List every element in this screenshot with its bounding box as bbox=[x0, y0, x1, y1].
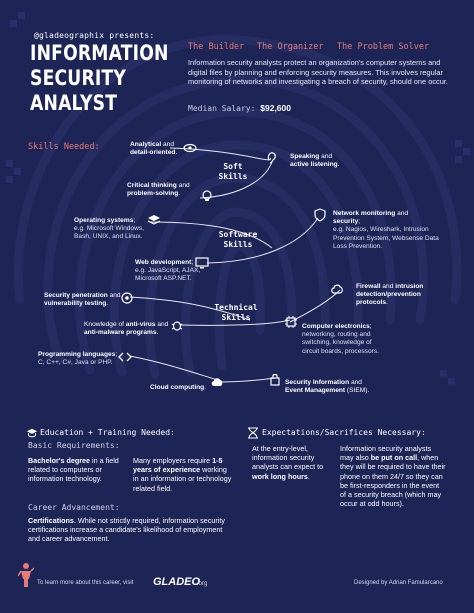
skill-cloud-computing bbox=[150, 384, 210, 392]
title-line: ANALYST bbox=[30, 91, 118, 115]
expectation-text: Information security analysts may also bbox=[340, 444, 432, 463]
skill-text: Knowledge of bbox=[84, 321, 126, 328]
skill-text: and bbox=[319, 153, 333, 160]
skill-text: anti-virus bbox=[125, 321, 156, 328]
skills-heading: Skills Needed: bbox=[28, 142, 100, 152]
skill-text: anti-malware programs bbox=[84, 329, 157, 337]
skill-text: . bbox=[204, 384, 207, 391]
skill-web-development bbox=[135, 259, 215, 284]
skill-text: Security Information bbox=[285, 379, 350, 386]
expectation-long-hours bbox=[252, 444, 332, 481]
skill-text: detail-oriented bbox=[130, 149, 176, 157]
skill-text: . bbox=[178, 190, 181, 198]
requirement-experience bbox=[133, 456, 233, 493]
personality-tag: The Builder bbox=[188, 42, 245, 52]
requirement-text: Many employers require bbox=[133, 456, 213, 465]
requirement-text: Bachelor's degree bbox=[28, 456, 91, 465]
skill-text: ; bbox=[191, 259, 194, 266]
certification-text: . While not strictly required, information security certifications increase a candidate's likelihood of employment and career advancement. bbox=[28, 516, 225, 544]
skill-text: Firewall bbox=[356, 283, 381, 290]
skill-text: and bbox=[161, 141, 174, 148]
graduation-cap-icon bbox=[26, 427, 38, 439]
skill-text: intrusion detection/prevention protocols bbox=[356, 283, 424, 307]
skill-firewall bbox=[356, 283, 451, 308]
skill-text: Computer electronics bbox=[302, 323, 370, 330]
category-software-skills: Software Skills bbox=[218, 230, 258, 249]
skill-subtext: networking, routing and switching, knowledge of circuit boards, processors. bbox=[302, 331, 379, 355]
skill-text: and bbox=[349, 379, 362, 386]
shield-icon bbox=[313, 208, 327, 222]
skill-text: . bbox=[106, 300, 109, 308]
gladeo-domain[interactable]: .org bbox=[197, 581, 208, 587]
cloud-icon bbox=[210, 375, 224, 389]
category-technical-skills: Technical Skills bbox=[214, 303, 258, 322]
skill-text: and bbox=[380, 283, 396, 290]
expectation-text: At the entry-level, information security analysts can expect to bbox=[252, 444, 324, 472]
skill-text: and bbox=[176, 182, 190, 189]
salary-label: Median Salary: bbox=[188, 104, 256, 113]
skill-critical-thinking bbox=[127, 182, 207, 198]
skill-text: Programming languages bbox=[38, 351, 116, 358]
skill-speaking bbox=[290, 153, 380, 169]
skill-text: Critical thinking bbox=[127, 182, 177, 189]
skill-text: Event Management bbox=[285, 387, 346, 395]
skill-text: Cloud computing bbox=[150, 384, 205, 391]
skill-computer-electronics bbox=[302, 323, 390, 356]
expectation-text: , when they will be required to have their phone on them 24/7 so they can be first-responders in the event of a security breach (which may occur at odd hours). bbox=[340, 453, 446, 509]
skill-text: (SIEM). bbox=[345, 387, 370, 395]
skill-text: . bbox=[337, 161, 340, 169]
skill-text: Network monitoring bbox=[333, 210, 396, 217]
skill-text: Web development bbox=[135, 259, 192, 266]
expectation-on-call bbox=[340, 444, 446, 508]
skill-text: ; bbox=[115, 351, 118, 358]
category-soft-skills: Soft Skills bbox=[218, 162, 248, 181]
skill-penetration-testing bbox=[44, 292, 134, 308]
cloud-icon bbox=[330, 282, 344, 296]
expectation-text: work long hours bbox=[252, 471, 308, 481]
skill-subtext: C, C++, C#, Java or PHP. bbox=[38, 359, 113, 367]
requirement-text: in a field related to computers or information technology. bbox=[28, 456, 119, 484]
skill-analytical bbox=[130, 141, 190, 157]
designer-credit: Designed by Adrian Famularcano bbox=[354, 580, 443, 586]
skill-text: ; bbox=[358, 218, 361, 226]
skill-text: security bbox=[333, 218, 359, 226]
chip-icon bbox=[284, 315, 298, 329]
skill-text: ; bbox=[369, 323, 372, 330]
title-line: SECURITY bbox=[30, 66, 126, 90]
code-icon bbox=[118, 350, 132, 364]
skill-text: Analytical bbox=[130, 141, 162, 148]
skill-text: active listening bbox=[290, 161, 338, 169]
skill-siem bbox=[285, 379, 385, 395]
ear-icon bbox=[265, 151, 279, 165]
basic-requirements-label: Basic Requirements: bbox=[28, 441, 120, 450]
personality-tag: The Problem Solver bbox=[337, 42, 430, 52]
skill-text: . bbox=[386, 299, 388, 307]
personality-tag: The Organizer bbox=[257, 42, 324, 52]
career-certifications bbox=[28, 516, 228, 544]
expectation-text: . bbox=[307, 471, 310, 481]
skill-text: . bbox=[175, 149, 178, 157]
career-advancement-label: Career Advancement: bbox=[28, 503, 120, 512]
skill-text: Security penetration bbox=[44, 292, 108, 299]
title-line: INFORMATION bbox=[30, 41, 169, 65]
bug-icon bbox=[170, 318, 184, 332]
skill-network-monitoring bbox=[333, 210, 448, 251]
skill-text: and bbox=[395, 210, 409, 217]
skill-antivirus bbox=[84, 321, 172, 337]
career-description: Information security analysts protect an organization's computer systems and digital files by planning and enforcing security measures. This involves regular monitoring of networks and investigating a breach of security, should one occur. bbox=[188, 58, 448, 87]
education-heading: Education + Training Needed: bbox=[40, 428, 175, 437]
presents-label: @gladeographix presents: bbox=[34, 31, 155, 40]
footer-learn-more: To learn more about this career, visit bbox=[37, 580, 134, 586]
lock-icon bbox=[268, 372, 282, 386]
requirement-text: 1-5 years of experience bbox=[133, 456, 223, 475]
skill-text: and bbox=[107, 292, 121, 299]
skill-text: . bbox=[156, 329, 159, 337]
skill-text: problem-solving bbox=[127, 190, 179, 198]
skill-text: vulnerability testing bbox=[44, 300, 107, 308]
skill-text: Speaking bbox=[290, 153, 320, 160]
skill-operating-systems bbox=[74, 217, 149, 242]
skill-subtext: e.g. Nagios, Wireshark, Intrusion Prevention System, Websense Data Loss Prevention. bbox=[333, 226, 439, 250]
requirement-text: working in an information or technology related field. bbox=[133, 465, 232, 493]
expectation-text: be put on call bbox=[370, 453, 418, 463]
layers-icon bbox=[147, 212, 161, 226]
skill-text: and bbox=[155, 321, 169, 328]
requirement-degree bbox=[28, 456, 124, 484]
gladeo-logo[interactable]: GLADEO bbox=[153, 576, 201, 588]
person-icon bbox=[18, 562, 34, 588]
skill-subtext: e.g. Microsoft Windows, Bash, UNIX, and Linux. bbox=[74, 225, 144, 241]
certification-text: Certifications bbox=[28, 516, 74, 525]
expectations-heading: Expectations/Sacrifices Necessary: bbox=[262, 428, 426, 437]
skill-subtext: e.g. JavaScript, AJAX, Microsoft ASP.NET. bbox=[135, 267, 201, 283]
skill-programming-languages bbox=[38, 351, 120, 367]
skill-text: Operating systems bbox=[74, 217, 134, 224]
skill-text: ; bbox=[133, 217, 136, 224]
salary-value: $92,600 bbox=[260, 103, 291, 113]
hourglass-icon bbox=[246, 427, 260, 439]
